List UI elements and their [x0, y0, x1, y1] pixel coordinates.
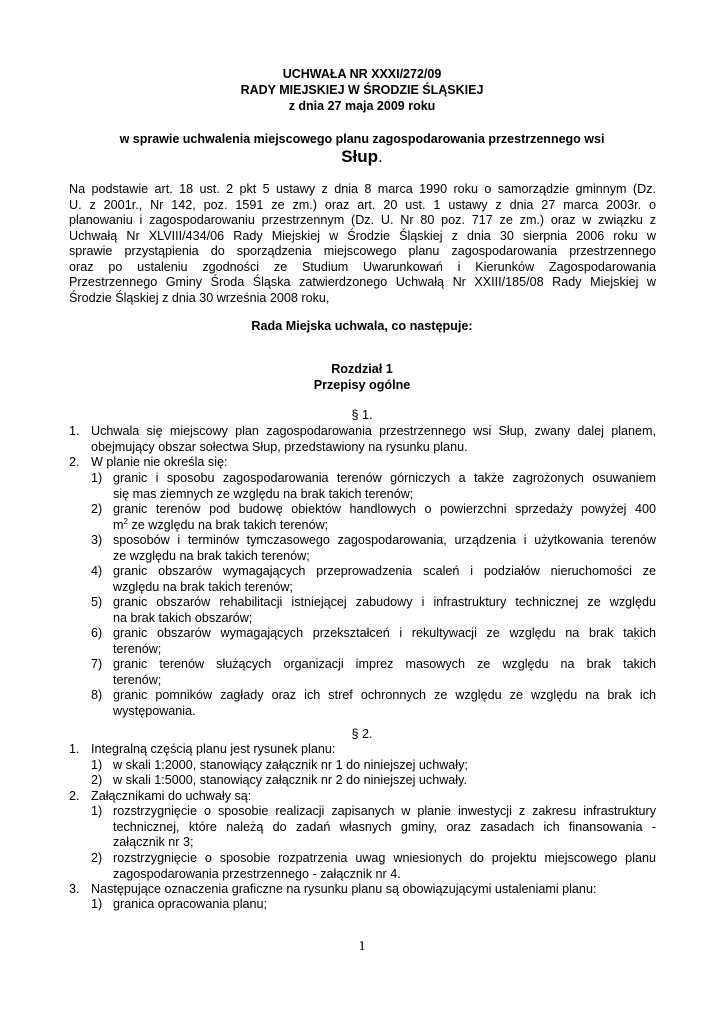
s1-item-7	[91, 657, 656, 688]
item-line: rozstrzygnięcie o sposobie realizacji zapisanych w planie inwestycji z zakresu infrastruktury	[113, 804, 656, 818]
s1-item-8	[91, 688, 656, 719]
s2-p3-item-1	[91, 897, 656, 913]
paragraph-number: 2.	[69, 789, 80, 803]
paragraph-number: 3.	[69, 882, 80, 896]
s2-p2-item-2	[91, 851, 656, 882]
place-name-text: Słup	[341, 147, 379, 166]
preamble	[69, 182, 656, 306]
item-text	[113, 804, 656, 851]
s2-p1-item-1	[91, 758, 656, 774]
preamble-line: sprawie przystąpienia do sporządzenia miejscowego planu zagospodarowania przestrzennego	[69, 244, 656, 258]
item-number: 1)	[91, 758, 103, 772]
item-text: w skali 1:5000, stanowiący załącznik nr 2 do niniejszej uchwały.	[113, 773, 467, 787]
item-line: względu na brak takich terenów;	[113, 579, 293, 594]
paragraph-number: 1.	[69, 742, 80, 756]
resolution-date: z dnia 27 maja 2009 roku	[288, 99, 436, 113]
item-number: 1)	[91, 471, 103, 485]
chapter-subtitle: Przepisy ogólne	[313, 378, 411, 392]
item-line: granic obszarów wymagających przekształceń i rekultywacji ze względu na brak takich	[113, 626, 656, 640]
s1-item-1	[91, 471, 656, 502]
paragraph-number: 2.	[69, 455, 80, 469]
item-number: 2)	[91, 851, 103, 865]
item-line: granic terenów pod budowę obiektów handlowych o powierzchni sprzedaży powyżej 400	[113, 502, 656, 516]
item-line: rozstrzygnięcie o sposobie rozpatrzenia uwag wniesionych do projektu miejscowego planu	[113, 851, 656, 865]
s2-paragraph-1	[69, 742, 656, 758]
preamble-line: U. z 2001r., Nr 142, poz. 1591 ze zm.) oraz art. 20 ust. 1 ustawy z dnia 27 marca 2003r. o	[69, 197, 656, 212]
item-line: zagospodarowania przestrzennego - załącznik nr 4.	[113, 866, 401, 881]
item-line	[113, 518, 656, 534]
item-number: 1)	[91, 897, 103, 911]
section-2-label: § 2.	[351, 727, 373, 741]
s1-item-2	[91, 502, 656, 533]
item-line: załącznik nr 3;	[113, 835, 194, 849]
chapter-title: Rozdział 1	[331, 362, 393, 376]
council-name: RADY MIEJSKIEJ W ŚRODZIE ŚLĄSKIEJ	[240, 83, 484, 97]
item-line: granic obszarów rehabilitacji istniejącej zabudowy i infrastruktury technicznej ze względu	[113, 595, 656, 609]
item-text	[113, 595, 656, 626]
unit-m: m	[113, 517, 124, 532]
item-text: granica opracowania planu;	[113, 897, 268, 911]
item-line: ze względu na brak takich terenów;	[113, 548, 310, 563]
s2-paragraph-3	[69, 882, 656, 898]
item-number: 8)	[91, 688, 103, 702]
s1-item-6	[91, 626, 656, 657]
preamble-line: planowaniu i zagospodarowaniu przestrzennym (Dz. U. Nr 80 poz. 717 ze zm.) oraz w związku z	[69, 213, 656, 227]
item-text	[113, 851, 656, 882]
item-number: 7)	[91, 657, 103, 671]
item-line: granic i sposobu zagospodarowania terenów górniczych a także zagrożonych osuwaniem	[113, 471, 656, 485]
s1-item-5	[91, 595, 656, 626]
item-number: 2)	[91, 773, 103, 787]
item-line: sposobów i terminów tymczasowego zagospodarowania, urządzenia i użytkowania terenów	[113, 533, 656, 547]
preamble-line: oraz po ustaleniu zgodności ze Studium Uwarunkowań i Kierunków Zagospodarowania	[69, 259, 656, 274]
item-number: 2)	[91, 502, 103, 516]
place-name-dot: .	[378, 147, 383, 166]
preamble-line: Uchwałą Nr XLVIII/434/06 Rady Miejskiej w Środzie Śląskiej z dnia 30 sierpnia 2006 roku w	[69, 228, 656, 243]
s1-paragraph-1	[69, 424, 656, 455]
item-line: granic obszarów wymagających przeprowadzenia scaleń i podziałów nieruchomości ze	[113, 564, 656, 578]
section-1-label: § 1.	[351, 408, 373, 422]
item-number: 1)	[91, 804, 103, 818]
item-text	[113, 533, 656, 564]
place-name	[0, 147, 724, 167]
resolution-subject: w sprawie uchwalenia miejscowego planu zagospodarowania przestrzennego wsi	[119, 132, 605, 146]
preamble-line: Środzie Śląskiej z dnia 30 września 2008 roku,	[69, 290, 330, 305]
s1-item-3	[91, 533, 656, 564]
item-line: się mas ziemnych ze względu na brak takich terenów;	[113, 486, 414, 501]
item-text	[113, 688, 656, 719]
item-number: 5)	[91, 595, 103, 609]
item-line: występowania.	[113, 703, 196, 718]
item-line-rest: ze względu na brak takich terenów;	[127, 517, 329, 532]
item-text	[113, 502, 656, 533]
paragraph-text: Następujące oznaczenia graficzne na rysunku planu są obowiązującymi ustaleniami planu:	[91, 882, 597, 896]
page-number: 1	[358, 939, 366, 954]
resolution-number: UCHWAŁA NR XXXI/272/09	[282, 67, 442, 81]
item-text	[113, 564, 656, 595]
item-number: 6)	[91, 626, 103, 640]
item-line: na brak takich obszarów;	[113, 610, 253, 625]
paragraph-text: W planie nie określa się:	[91, 455, 228, 469]
item-number: 3)	[91, 533, 103, 547]
item-line: granic terenów służących organizacji imprez masowych ze względu na brak takich	[113, 657, 656, 671]
paragraph-line: obejmujący obszar sołectwa Słup, przedstawiony na rysunku planu.	[91, 439, 468, 454]
paragraph-text: Załącznikami do uchwały są:	[91, 789, 252, 803]
s1-item-4	[91, 564, 656, 595]
resolves-heading: Rada Miejska uchwala, co następuje:	[251, 319, 473, 333]
unit-exponent: 2	[123, 516, 128, 526]
item-line: terenów;	[113, 641, 162, 656]
paragraph-text: Integralną częścią planu jest rysunek planu:	[91, 742, 336, 756]
item-text: w skali 1:2000, stanowiący załącznik nr 1 do niniejszej uchwały;	[113, 758, 468, 772]
item-text	[113, 471, 656, 502]
preamble-line: Na podstawie art. 18 ust. 2 pkt 5 ustawy z dnia 8 marca 1990 roku o samorządzie gminnym (Dz.	[69, 182, 656, 196]
s2-p2-item-1	[91, 804, 656, 851]
item-number: 4)	[91, 564, 103, 578]
item-text	[113, 657, 656, 688]
s2-p1-item-2	[91, 773, 656, 789]
s1-paragraph-2	[69, 455, 656, 471]
item-line: terenów;	[113, 672, 162, 687]
item-line: granic pomników zagłady oraz ich stref ochronnych ze względu ze względu na brak ich	[113, 688, 656, 702]
item-line: technicznej, które należą do zadań własnych gminy, oraz zasadach ich finansowania -	[113, 819, 656, 834]
preamble-line: Przestrzennego Gminy Środa Śląska zatwierdzonego Uchwałą Nr XXIII/185/08 Rady Miejskiej w	[69, 275, 656, 289]
item-text	[113, 626, 656, 657]
s2-paragraph-2	[69, 789, 656, 805]
paragraph-text	[91, 424, 656, 455]
paragraph-line: Uchwala się miejscowy plan zagospodarowania przestrzennego wsi Słup, zwany dalej planem,	[91, 424, 656, 438]
paragraph-number: 1.	[69, 424, 80, 438]
